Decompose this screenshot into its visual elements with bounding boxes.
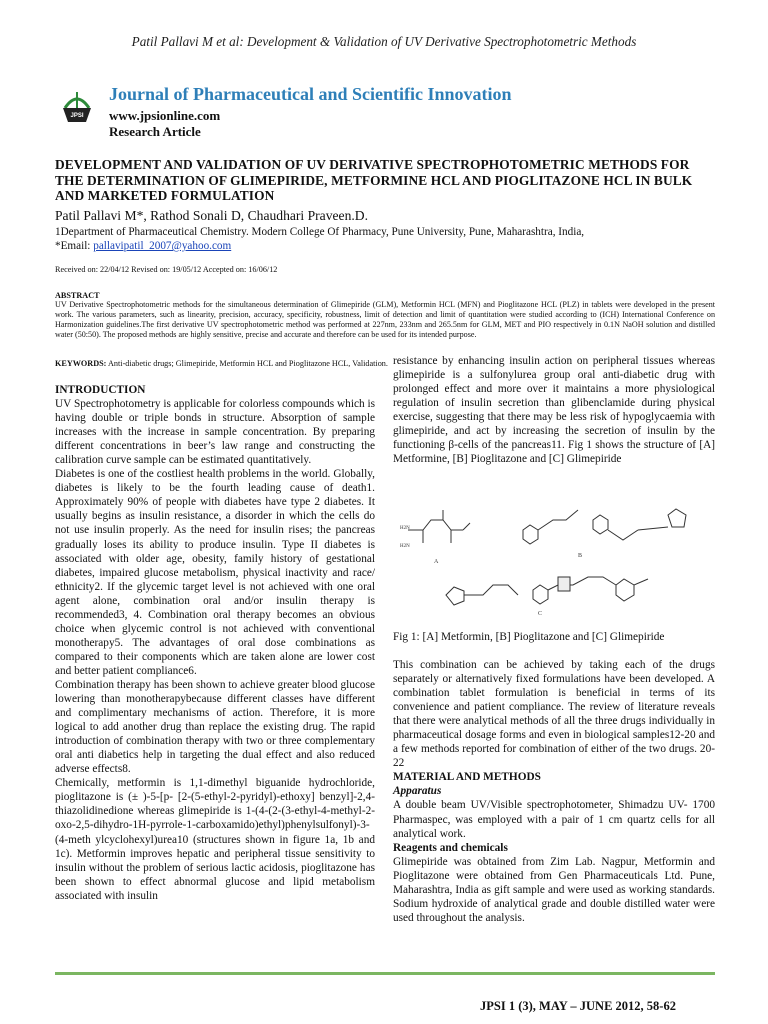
intro-paragraph-4: Chemically, metformin is 1,1-dimethyl biguanide hydrochloride, pioglitazone is (± )-5-[p- [2-(5-ethyl-2-pyridyl)-ethoxy] benzyl]-2,4-thiazolidinedione whereas glimepiride is 1-(4-(2-(3-ethyl-4-methyl-2-oxo-2,5-dihydro-1H-pyrrole-1-carboxamido)ethyl)phenylsulfonyl)-3-(4-meth ylcyclohexyl)urea10 (structures shown in figure 1a, 1b and 1c). Metformin improves hepatic and peripheral tissue sensitivity to insulin without the problem of serious lactic acidosis, pioglitazone has been shown to effect abnormal glucose and lipid metabolism associated with insulin (55, 777, 375, 902)
keywords-label: KEYWORDS: (55, 359, 107, 368)
figure-label-a: A (434, 559, 439, 565)
email-link[interactable]: pallavipatil_2007@yahoo.com (93, 240, 232, 252)
apparatus-heading: Apparatus (393, 785, 442, 798)
introduction-heading: INTRODUCTION (55, 384, 146, 396)
article-type: Research Article (109, 124, 201, 139)
journal-title: Journal of Pharmaceutical and Scientific Innovation (109, 84, 512, 104)
glimepiride-structure (446, 577, 648, 605)
figure-label-c: C (538, 611, 543, 617)
right-column-lower (393, 658, 715, 925)
intro-paragraph-2: Diabetes is one of the costliest health problems in the world. Globally, diabetes is likely to be the fourth leading cause of death1. Approximately 90% of people with diabetes have type 2 diabetes. It usually begins as insulin resistance, a disorder in which the cells do not use insulin properly. As the need for insulin rises; the pancreas gradually loses its ability to produce insulin. Type II diabetes is associated with older age, obesity, family history of gestational diabetes, impaired glucose metabolism, physical inactivity and race/ ethnicity2. If the glycemic target level is not achieved with one oral agent alone, combination oral and/or insulin therapy is recommended3, 4. Combination oral therapy becomes an obvious choice when glycemic control is not achieved with conventional monotherapy5. The advantages of oral dose combinations as compared to their components which are taken alone are lower cost and better patient compliance6. (55, 468, 375, 677)
affiliation: 1Department of Pharmaceutical Chemistry. Modern College Of Pharmacy, Pune University, Pune, Maharashtra, India, (55, 226, 585, 238)
footer-citation: JPSI 1 (3), MAY – JUNE 2012, 58-62 (480, 999, 676, 1013)
reagents-paragraph: Glimepiride was obtained from Zim Lab. Nagpur, Metformin and Pioglitazone were obtained from Gen Pharmaceuticals Ltd. Pune, Maharashtra, India as gift sample and were used as working standards. Sodium hydroxide of analytical grade and double distilled water were used throughout the analysis. (393, 855, 715, 924)
right-column (393, 354, 715, 466)
email-line (55, 240, 231, 252)
figure-caption: Fig 1: [A] Metformin, [B] Pioglitazone and [C] Glimepiride (393, 631, 665, 643)
article-dates: Received on: 22/04/12 Revised on: 19/05/12 Accepted on: 16/06/12 (55, 265, 278, 274)
running-head: Patil Pallavi M et al: Development & Validation of UV Derivative Spectrophotometric Methods (131, 34, 637, 49)
figure-label-b: B (578, 553, 583, 559)
methods-heading: MATERIAL AND METHODS (393, 771, 541, 784)
article-title: DEVELOPMENT AND VALIDATION OF UV DERIVATIVE SPECTROPHOTOMETRIC METHODS FOR THE DETERMINATION OF GLIMEPIRIDE, METFORMINE HCL AND PIOGLITAZONE HCL IN BULK AND MARKETED FORMULATION (55, 157, 693, 203)
author-list: Patil Pallavi M*, Rathod Sonali D, Chaudhari Praveen.D. (55, 208, 368, 223)
chemical-structures-figure (398, 505, 706, 625)
keywords-text: Anti-diabetic drugs; Glimepiride, Metformin HCL and Pioglitazone HCL, Validation. (108, 359, 388, 368)
email-label: *Email: (55, 240, 91, 252)
logo-text: JPSI (70, 113, 84, 119)
pioglitazone-structure (523, 509, 686, 544)
intro-paragraph-1: UV Spectrophotometry is applicable for colorless compounds which is having double or triple bonds in structure. Absorption of sample increases with the increase in sample concentration. By preparing different concentrations in beer’s law range and constructing the calibration curve sample can be estimated quantitatively. (55, 398, 375, 467)
abstract-heading: ABSTRACT (55, 291, 100, 300)
right-paragraph-2: This combination can be achieved by taking each of the drugs separately or alternatively fixed formulations have been developed. A combination tablet formulation is beneficial in terms of its convenience and patient compliance. The review of literature reveals that there were analytical methods of all the three drugs individually in pharmaceutical dosage forms and even in biological samples12-20 and a few methods reported for combination of either of the two drugs. 20-22 (393, 659, 715, 770)
footer-rule (55, 972, 715, 975)
reagents-heading: Reagents and chemicals (393, 841, 508, 854)
journal-logo (55, 86, 99, 130)
journal-website[interactable]: www.jpsionline.com (109, 108, 221, 123)
intro-paragraph-3: Combination therapy has been shown to achieve greater blood glucose lowering than monotherapybecause different classes have different and complimentary mechanisms of action. Therefore, it is more logical to add another drug than replace the existing drug. The rapid introduction of combination therapy with two or three complementary oral anti diabetics help in targeting the dual effect and also reduced adverse effects8. (55, 678, 375, 776)
apparatus-paragraph: A double beam UV/Visible spectrophotometer, Shimadzu UV- 1700 Pharmaspec, was employed with a pair of 1 cm quartz cells for all analytical work. (393, 799, 715, 840)
svg-text:H2N: H2N (400, 526, 410, 531)
right-paragraph-1: resistance by enhancing insulin action on peripheral tissues whereas glimepiride is a sulfonylurea group oral anti-diabetic drug with prolonged effect and more over it maintains a more physiological regulation of insulin secretion than glibenclamide during physical exercise, suggesting that there may be less risk of hypoglycaemia with glimepiride, and act by increasing the secretion of insulin by the functioning β-cells of the pancreas11. Fig 1 shows the structure of [A] Metformine, [B] Pioglitazone and [C] Glimepiride (393, 355, 715, 466)
left-column (55, 383, 375, 903)
abstract-text: UV Derivative Spectrophotometric methods for the simultaneous determination of Glimepiride (GLM), Metformin HCL (MFN) and Pioglitazone HCL (PLZ) in tablets were developed in the present work. The various parameters, such as linearity, precision, accuracy, specificity, robustness, limit of detection and limit of quantitation were studied according to (ICH) International Conference on Harmonization guidelines.The first derivative UV spectrophotometric method was performed at 227nm, 233nm and 265.5nm for GLM, MET and PIO respectively in 0.1N NaOH solution and distilled water (50:50). The proposed methods are highly sensitive, precise and accurate and therefore can be used for its intended purpose. (55, 300, 715, 339)
metformin-structure (400, 510, 470, 549)
svg-text:H2N: H2N (400, 544, 410, 549)
